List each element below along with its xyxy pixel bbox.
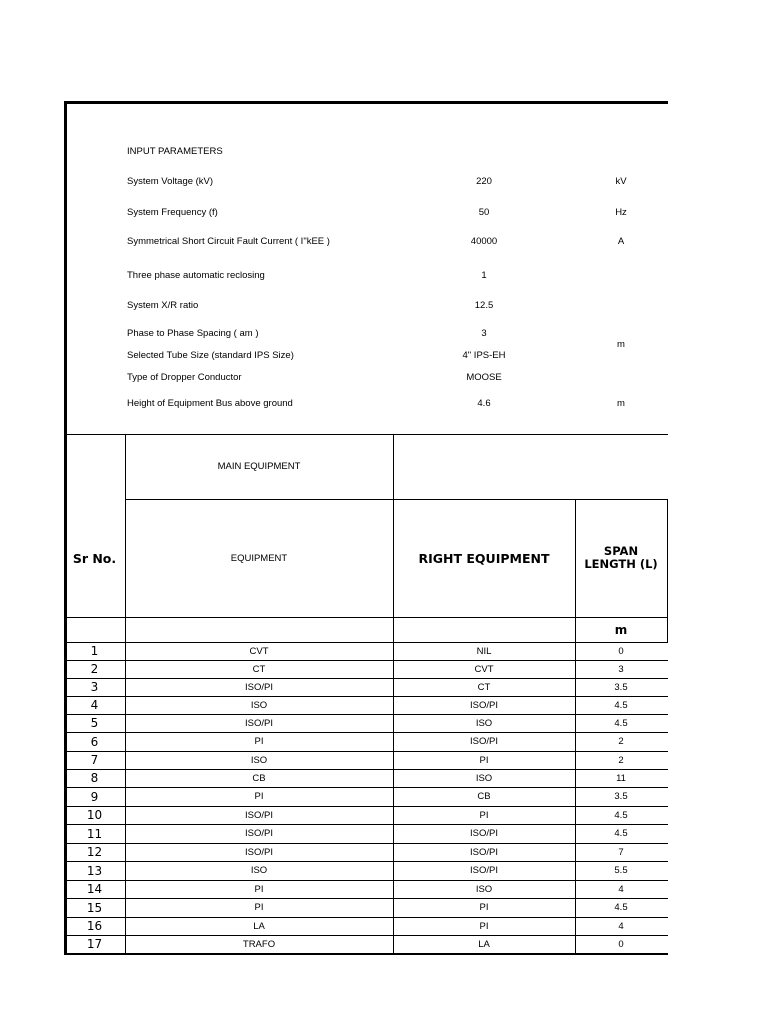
param-label: Type of Dropper Conductor: [127, 372, 242, 383]
sheet-top-border: [64, 101, 668, 104]
right-equipment-cell[interactable]: CVT: [474, 663, 494, 675]
sr-no-cell[interactable]: 14: [86, 882, 103, 896]
equipment-cell[interactable]: CT: [252, 663, 266, 675]
sr-no-cell[interactable]: 7: [90, 753, 99, 767]
right-equipment-cell[interactable]: PI: [479, 920, 489, 932]
span-length-cell[interactable]: 0: [618, 938, 624, 950]
span-length-cell[interactable]: 0: [618, 645, 624, 657]
span-length-cell[interactable]: 4.5: [614, 717, 628, 729]
right-equipment-cell[interactable]: PI: [479, 809, 489, 821]
right-equipment-cell[interactable]: ISO/PI: [470, 699, 498, 711]
param-label: Phase to Phase Spacing ( am ): [127, 328, 259, 339]
param-value[interactable]: 12.5: [474, 300, 494, 311]
span-length-cell[interactable]: 2: [618, 736, 624, 747]
equipment-header: EQUIPMENT: [230, 552, 288, 564]
sr-no-cell[interactable]: 3: [90, 680, 99, 694]
span-length-cell[interactable]: 2: [618, 754, 624, 766]
right-equipment-cell[interactable]: ISO/PI: [470, 828, 498, 839]
table-border: [64, 917, 668, 918]
param-value[interactable]: 50: [478, 207, 490, 218]
span-length-cell[interactable]: 4: [618, 883, 624, 895]
right-equipment-cell[interactable]: PI: [479, 902, 489, 913]
right-equipment-cell[interactable]: ISO/PI: [470, 736, 498, 747]
param-value[interactable]: 1: [481, 270, 487, 281]
sr-no-cell[interactable]: 4: [90, 698, 99, 712]
param-unit: kV: [615, 176, 627, 187]
right-equipment-cell[interactable]: ISO/PI: [470, 865, 498, 876]
right-equipment-cell[interactable]: CT: [477, 681, 491, 693]
param-value[interactable]: 220: [476, 176, 492, 187]
equipment-cell[interactable]: PI: [254, 902, 264, 913]
table-border: [64, 714, 668, 715]
span-length-cell[interactable]: 5.5: [614, 865, 628, 876]
sr-no-cell[interactable]: 10: [86, 808, 103, 822]
sr-no-header: Sr No.: [72, 550, 117, 566]
param-unit: A: [617, 236, 625, 247]
equipment-cell[interactable]: CVT: [249, 645, 269, 657]
param-label: System X/R ratio: [127, 300, 199, 311]
table-border: [64, 806, 668, 807]
sr-no-cell[interactable]: 9: [90, 789, 99, 804]
equipment-cell[interactable]: ISO/PI: [245, 717, 273, 729]
right-equipment-cell[interactable]: ISO: [475, 883, 493, 895]
right-equipment-cell[interactable]: ISO: [475, 717, 493, 729]
param-value[interactable]: 4" IPS-EH: [462, 350, 506, 361]
main-equipment-header: MAIN EQUIPMENT: [217, 461, 301, 472]
span-length-header: SPAN LENGTH (L): [584, 544, 658, 571]
table-border: [64, 678, 668, 679]
right-equipment-header: RIGHT EQUIPMENT: [418, 550, 550, 566]
span-length-cell[interactable]: 3: [618, 663, 624, 675]
table-border: [64, 751, 668, 752]
table-border: [64, 769, 668, 770]
right-equipment-cell[interactable]: ISO/PI: [470, 846, 498, 858]
param-label: Three phase automatic reclosing: [127, 270, 265, 281]
table-border: [64, 824, 668, 825]
table-border: [64, 732, 668, 733]
sr-no-cell[interactable]: 15: [86, 900, 103, 915]
param-label: Height of Equipment Bus above ground: [127, 398, 293, 409]
equipment-cell[interactable]: PI: [254, 791, 264, 802]
table-border: [64, 861, 668, 862]
equipment-cell[interactable]: CB: [252, 772, 266, 784]
span-length-cell[interactable]: 4.5: [614, 828, 628, 839]
right-equipment-cell[interactable]: LA: [478, 938, 490, 950]
right-equipment-cell[interactable]: ISO: [475, 772, 493, 784]
sr-no-cell[interactable]: 11: [86, 826, 103, 841]
param-value[interactable]: 4.6: [477, 398, 491, 409]
table-border: [64, 787, 668, 788]
param-unit: m: [617, 398, 625, 409]
equipment-cell[interactable]: TRAFO: [242, 938, 276, 950]
param-value[interactable]: 40000: [470, 236, 498, 247]
span-length-cell[interactable]: 4.5: [614, 902, 628, 913]
equipment-cell[interactable]: ISO: [250, 699, 268, 711]
sr-no-cell[interactable]: 2: [90, 662, 99, 676]
equipment-cell[interactable]: ISO/PI: [245, 828, 273, 839]
sr-no-cell[interactable]: 13: [86, 863, 103, 878]
sr-no-cell[interactable]: 1: [90, 644, 99, 658]
span-length-cell[interactable]: 4.5: [614, 809, 628, 821]
sr-no-cell[interactable]: 5: [90, 716, 99, 730]
sr-no-cell[interactable]: 17: [86, 937, 103, 951]
param-label: Selected Tube Size (standard IPS Size): [127, 350, 294, 361]
sr-no-cell[interactable]: 16: [86, 919, 103, 933]
equipment-cell[interactable]: ISO/PI: [245, 809, 273, 821]
equipment-cell[interactable]: ISO/PI: [245, 681, 273, 693]
sr-no-cell[interactable]: 12: [86, 845, 103, 859]
span-length-cell[interactable]: 3.5: [614, 681, 628, 693]
right-equipment-cell[interactable]: NIL: [476, 645, 492, 657]
table-border: [667, 499, 668, 643]
right-equipment-cell[interactable]: PI: [479, 754, 489, 766]
span-unit: m: [614, 622, 628, 637]
sr-no-cell[interactable]: 6: [90, 734, 99, 749]
span-length-cell[interactable]: 11: [616, 772, 626, 784]
param-label: System Frequency (f): [127, 207, 218, 218]
param-value[interactable]: MOOSE: [466, 372, 502, 383]
right-equipment-cell[interactable]: CB: [477, 791, 491, 802]
param-label: System Voltage (kV): [127, 176, 214, 187]
span-length-cell[interactable]: 4.5: [614, 699, 628, 711]
table-border: [64, 660, 668, 661]
param-label: Symmetrical Short Circuit Fault Current ( I"kEE ): [127, 236, 330, 247]
equipment-cell[interactable]: ISO: [250, 754, 268, 766]
table-border: [64, 953, 668, 955]
span-length-cell[interactable]: 3.5: [614, 791, 628, 802]
param-unit: Hz: [615, 207, 627, 218]
table-border: [64, 696, 668, 697]
param-value[interactable]: 3: [481, 328, 487, 339]
table-border: [64, 935, 668, 936]
table-border: [64, 898, 668, 899]
span-length-cell[interactable]: 7: [618, 846, 624, 858]
equipment-cell[interactable]: LA: [253, 920, 265, 932]
equipment-cell[interactable]: ISO/PI: [245, 846, 273, 858]
param-unit-merged: m: [617, 339, 625, 350]
table-border: [64, 880, 668, 881]
span-length-cell[interactable]: 4: [618, 920, 624, 932]
equipment-cell[interactable]: PI: [254, 883, 264, 895]
equipment-cell[interactable]: ISO: [250, 865, 268, 876]
input-parameters-title: INPUT PARAMETERS: [127, 146, 223, 157]
sr-no-cell[interactable]: 8: [90, 771, 99, 785]
equipment-cell[interactable]: PI: [254, 736, 264, 747]
table-border: [64, 843, 668, 844]
